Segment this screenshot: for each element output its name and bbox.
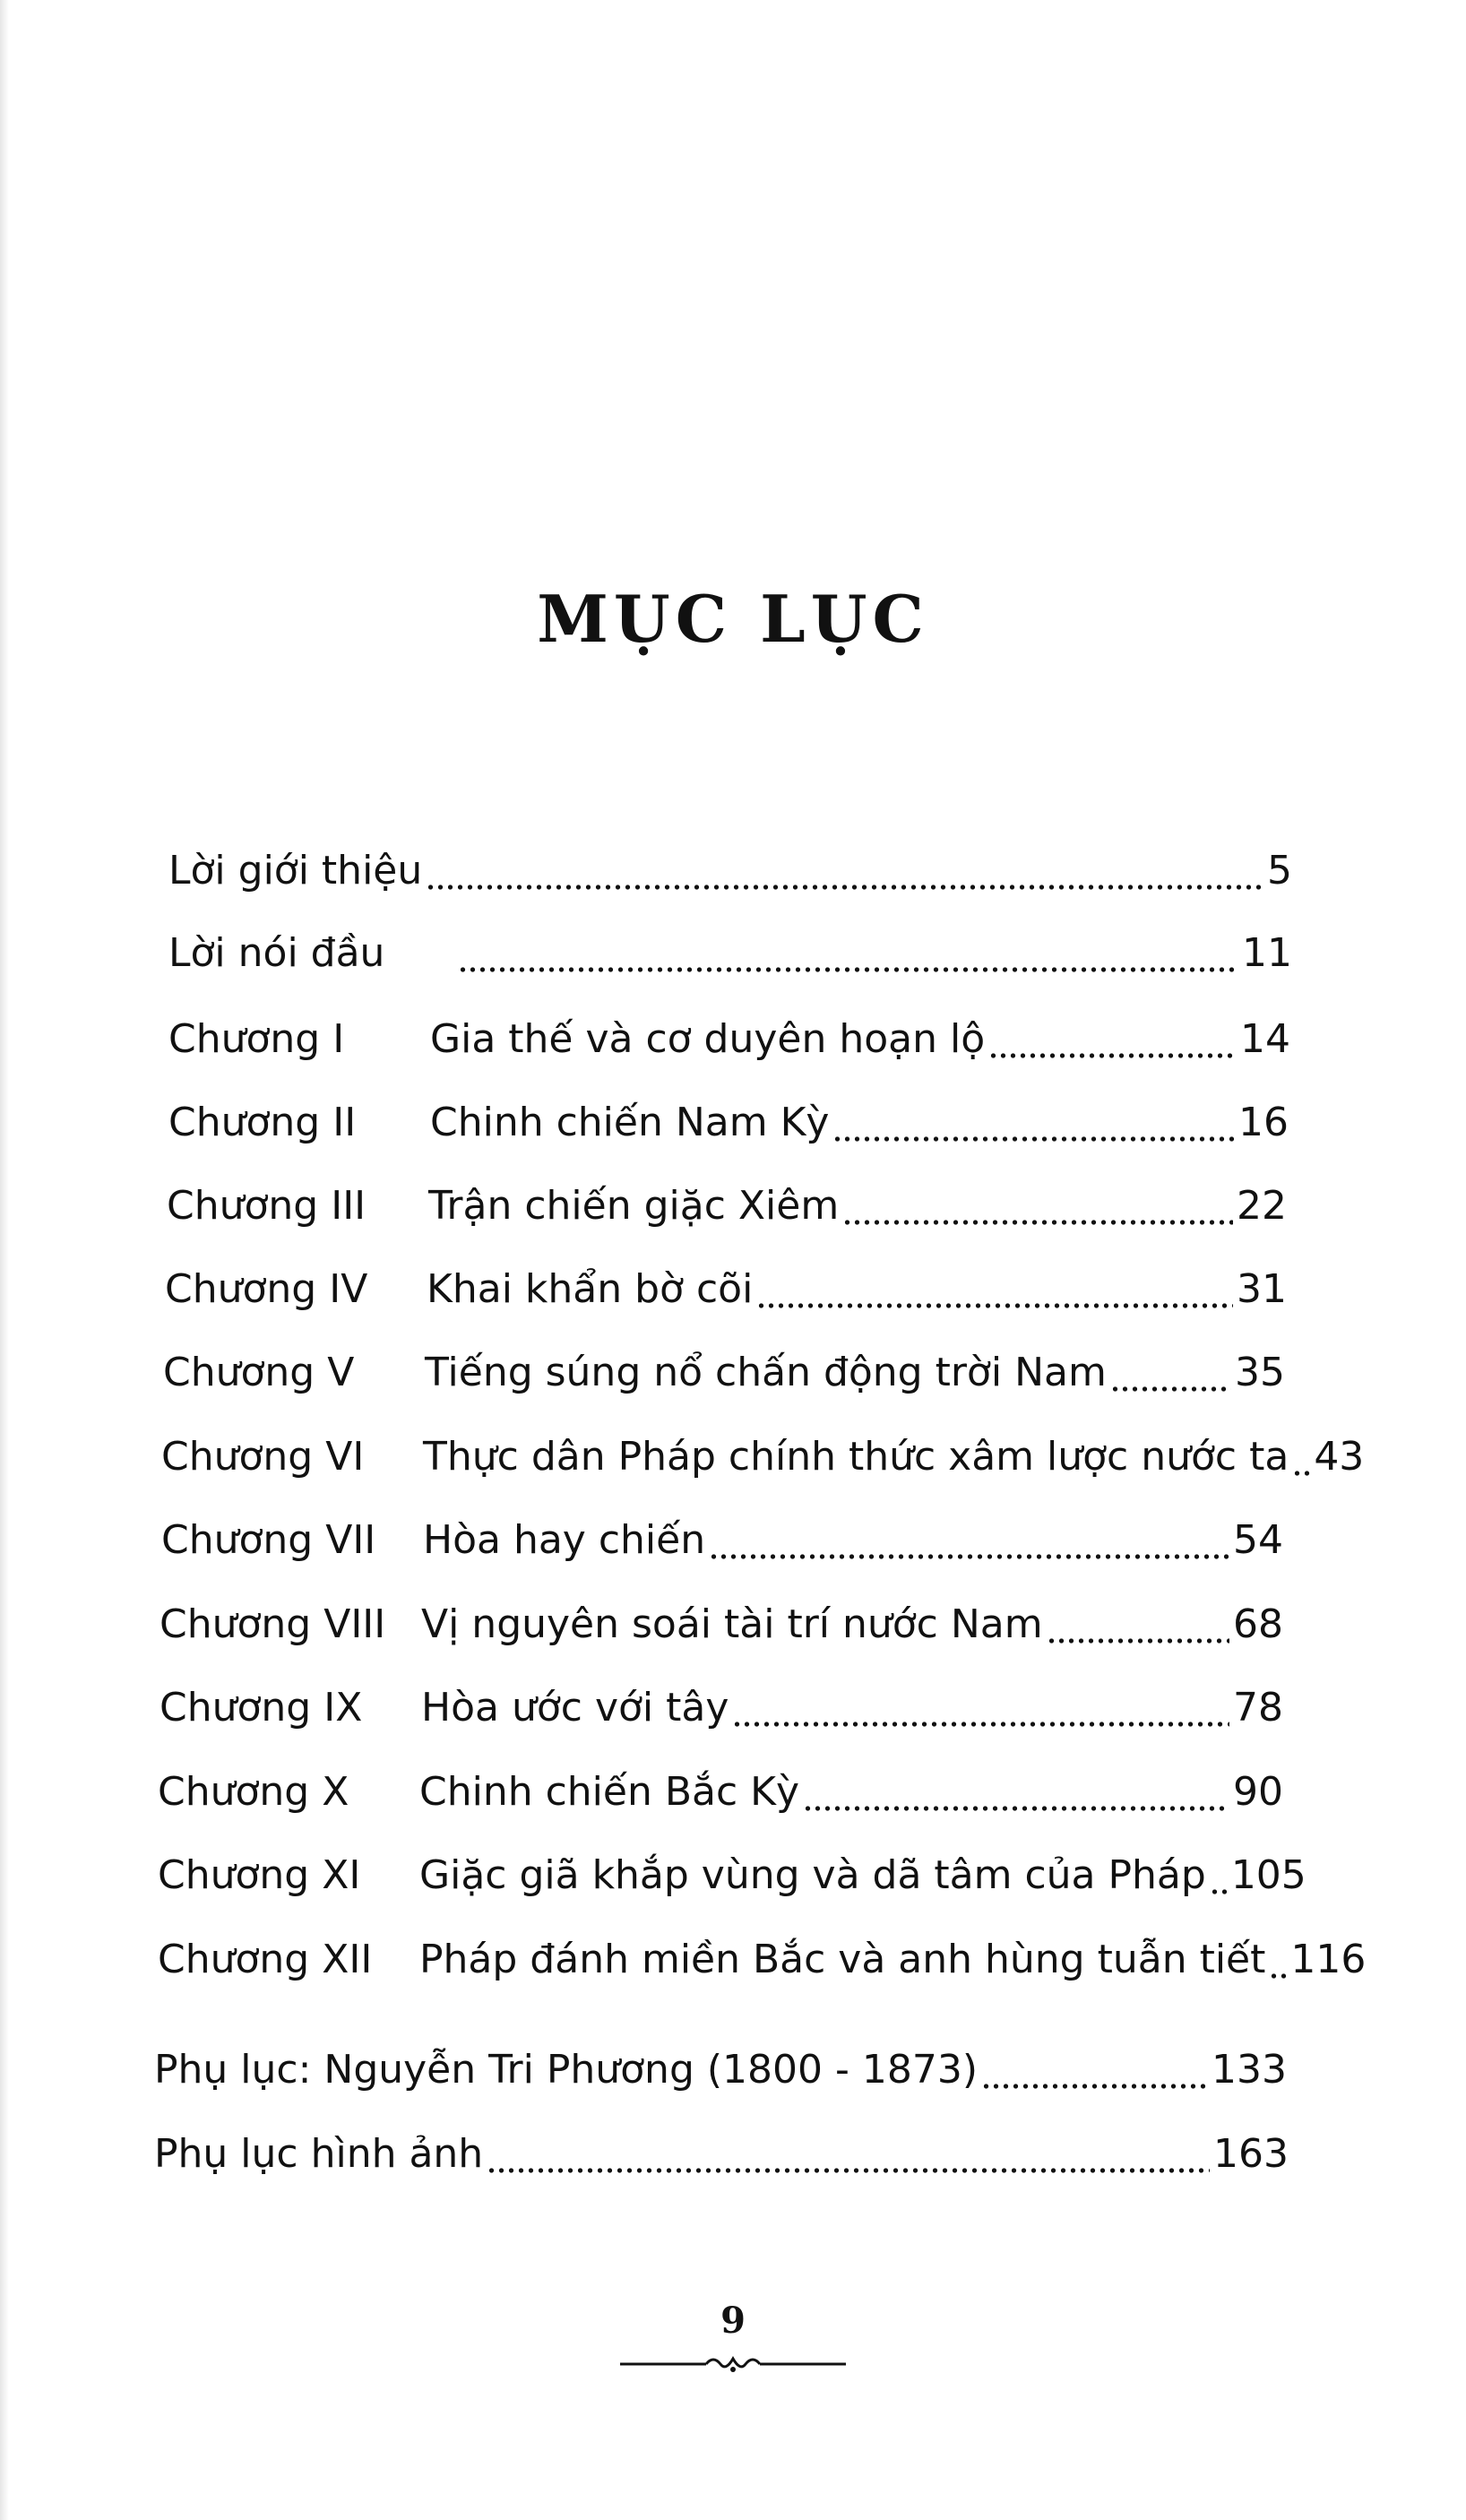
chapter-title: Hòa ước với tây [421,1685,729,1730]
chapter-number: Chương X [158,1769,349,1815]
dot-leader [709,1514,1229,1567]
dot-leader [842,1179,1233,1233]
toc-row-chapter-4 [165,1263,1287,1316]
toc-page-number: 116 [1290,1937,1367,1982]
chapter-title: Thực dân Pháp chính thức xâm lược nước ta [423,1434,1289,1480]
toc-row-loi-noi-dau [168,927,1292,980]
chapter-title: Tiếng súng nổ chấn động trời Nam [425,1350,1107,1395]
toc-page-number: 35 [1235,1350,1285,1395]
chapter-number: Chương IX [160,1685,363,1730]
dot-leader [732,1681,1229,1735]
dot-leader [487,2127,1210,2181]
toc-entry-label: Lời nói đầu [168,930,385,976]
chapter-number: Chương IV [165,1266,368,1312]
toc-page-number: 22 [1237,1183,1287,1229]
toc-entry-label: Phụ lục hình ảnh [154,2131,484,2177]
toc-page-number: 54 [1233,1517,1283,1563]
toc-row-chapter-11 [158,1849,1306,1903]
toc-row-appendix-2 [154,2127,1289,2181]
toc-entry-label: Phụ lục: Nguyễn Tri Phương (1800 - 1873) [154,2047,978,2093]
toc-page-number: 68 [1233,1601,1283,1647]
toc-page-number: 78 [1233,1685,1283,1730]
toc-row-chapter-6 [161,1430,1365,1484]
toc-row-chapter-10 [158,1765,1283,1819]
chapter-title: Pháp đánh miền Bắc và anh hùng tuẫn tiết [419,1937,1266,1982]
toc-row-chapter-3 [167,1179,1287,1233]
dot-leader [981,2043,1208,2097]
chapter-number: Chương II [168,1100,357,1145]
toc-row-chapter-9 [160,1681,1283,1735]
dot-leader [1292,1430,1310,1484]
dot-leader [426,844,1263,898]
toc-page-number: 14 [1240,1016,1290,1062]
chapter-number: Chương VIII [160,1601,386,1647]
toc-row-appendix-1 [154,2043,1287,2097]
toc-entry-label: Lời giới thiệu [168,848,423,893]
toc-page-number: 16 [1238,1100,1289,1145]
toc-row-chapter-2 [168,1096,1289,1150]
dot-leader [756,1263,1233,1316]
toc-row-chapter-7 [161,1514,1283,1567]
toc-page-number: 105 [1230,1852,1306,1898]
chapter-title: Gia thế và cơ duyên hoạn lộ [430,1016,986,1062]
dot-leader [1210,1849,1228,1903]
toc-page-number: 133 [1212,2047,1287,2093]
chapter-number: Chương XII [158,1937,373,1982]
chapter-title: Giặc giã khắp vùng và dã tâm của Pháp [419,1852,1206,1898]
toc-page-number: 31 [1237,1266,1287,1312]
toc-row-chapter-1 [168,1013,1290,1066]
chapter-number: Chương VII [161,1517,376,1563]
chapter-title: Chinh chiến Bắc Kỳ [419,1769,800,1815]
dot-leader [1047,1598,1229,1652]
chapter-title: Trận chiến giặc Xiêm [428,1183,840,1229]
page-number: 9 [720,2300,746,2342]
dot-leader [803,1765,1229,1819]
toc-page-number: 90 [1233,1769,1283,1815]
toc-page-number: 43 [1314,1434,1365,1480]
toc-row-chapter-12 [158,1933,1367,1987]
chapter-number: Chương V [163,1350,355,1395]
chapter-title: Chinh chiến Nam Kỳ [430,1100,830,1145]
toc-page-number: 5 [1267,848,1292,893]
chapter-number: Chương VI [161,1434,365,1480]
dot-leader [988,1013,1237,1066]
toc-row-chapter-8 [160,1598,1283,1652]
chapter-number: Chương III [167,1183,366,1229]
dot-leader [458,927,1238,980]
chapter-number: Chương I [168,1016,345,1062]
toc-row-chapter-5 [163,1346,1285,1400]
chapter-number: Chương XI [158,1852,361,1898]
toc-row-loi-gioi-thieu [168,844,1292,898]
dot-leader [832,1096,1235,1150]
chapter-title: Hòa hay chiến [423,1517,706,1563]
dot-leader [1110,1346,1231,1400]
toc-page-number: 163 [1213,2131,1289,2177]
chapter-title: Vị nguyên soái tài trí nước Nam [421,1601,1043,1647]
toc-page-number: 11 [1242,930,1292,976]
page-title: MỤC LỤC [537,581,929,658]
chapter-title: Khai khẩn bờ cõi [427,1266,754,1312]
dot-leader [1269,1933,1287,1987]
folio-ornament [617,2350,849,2377]
